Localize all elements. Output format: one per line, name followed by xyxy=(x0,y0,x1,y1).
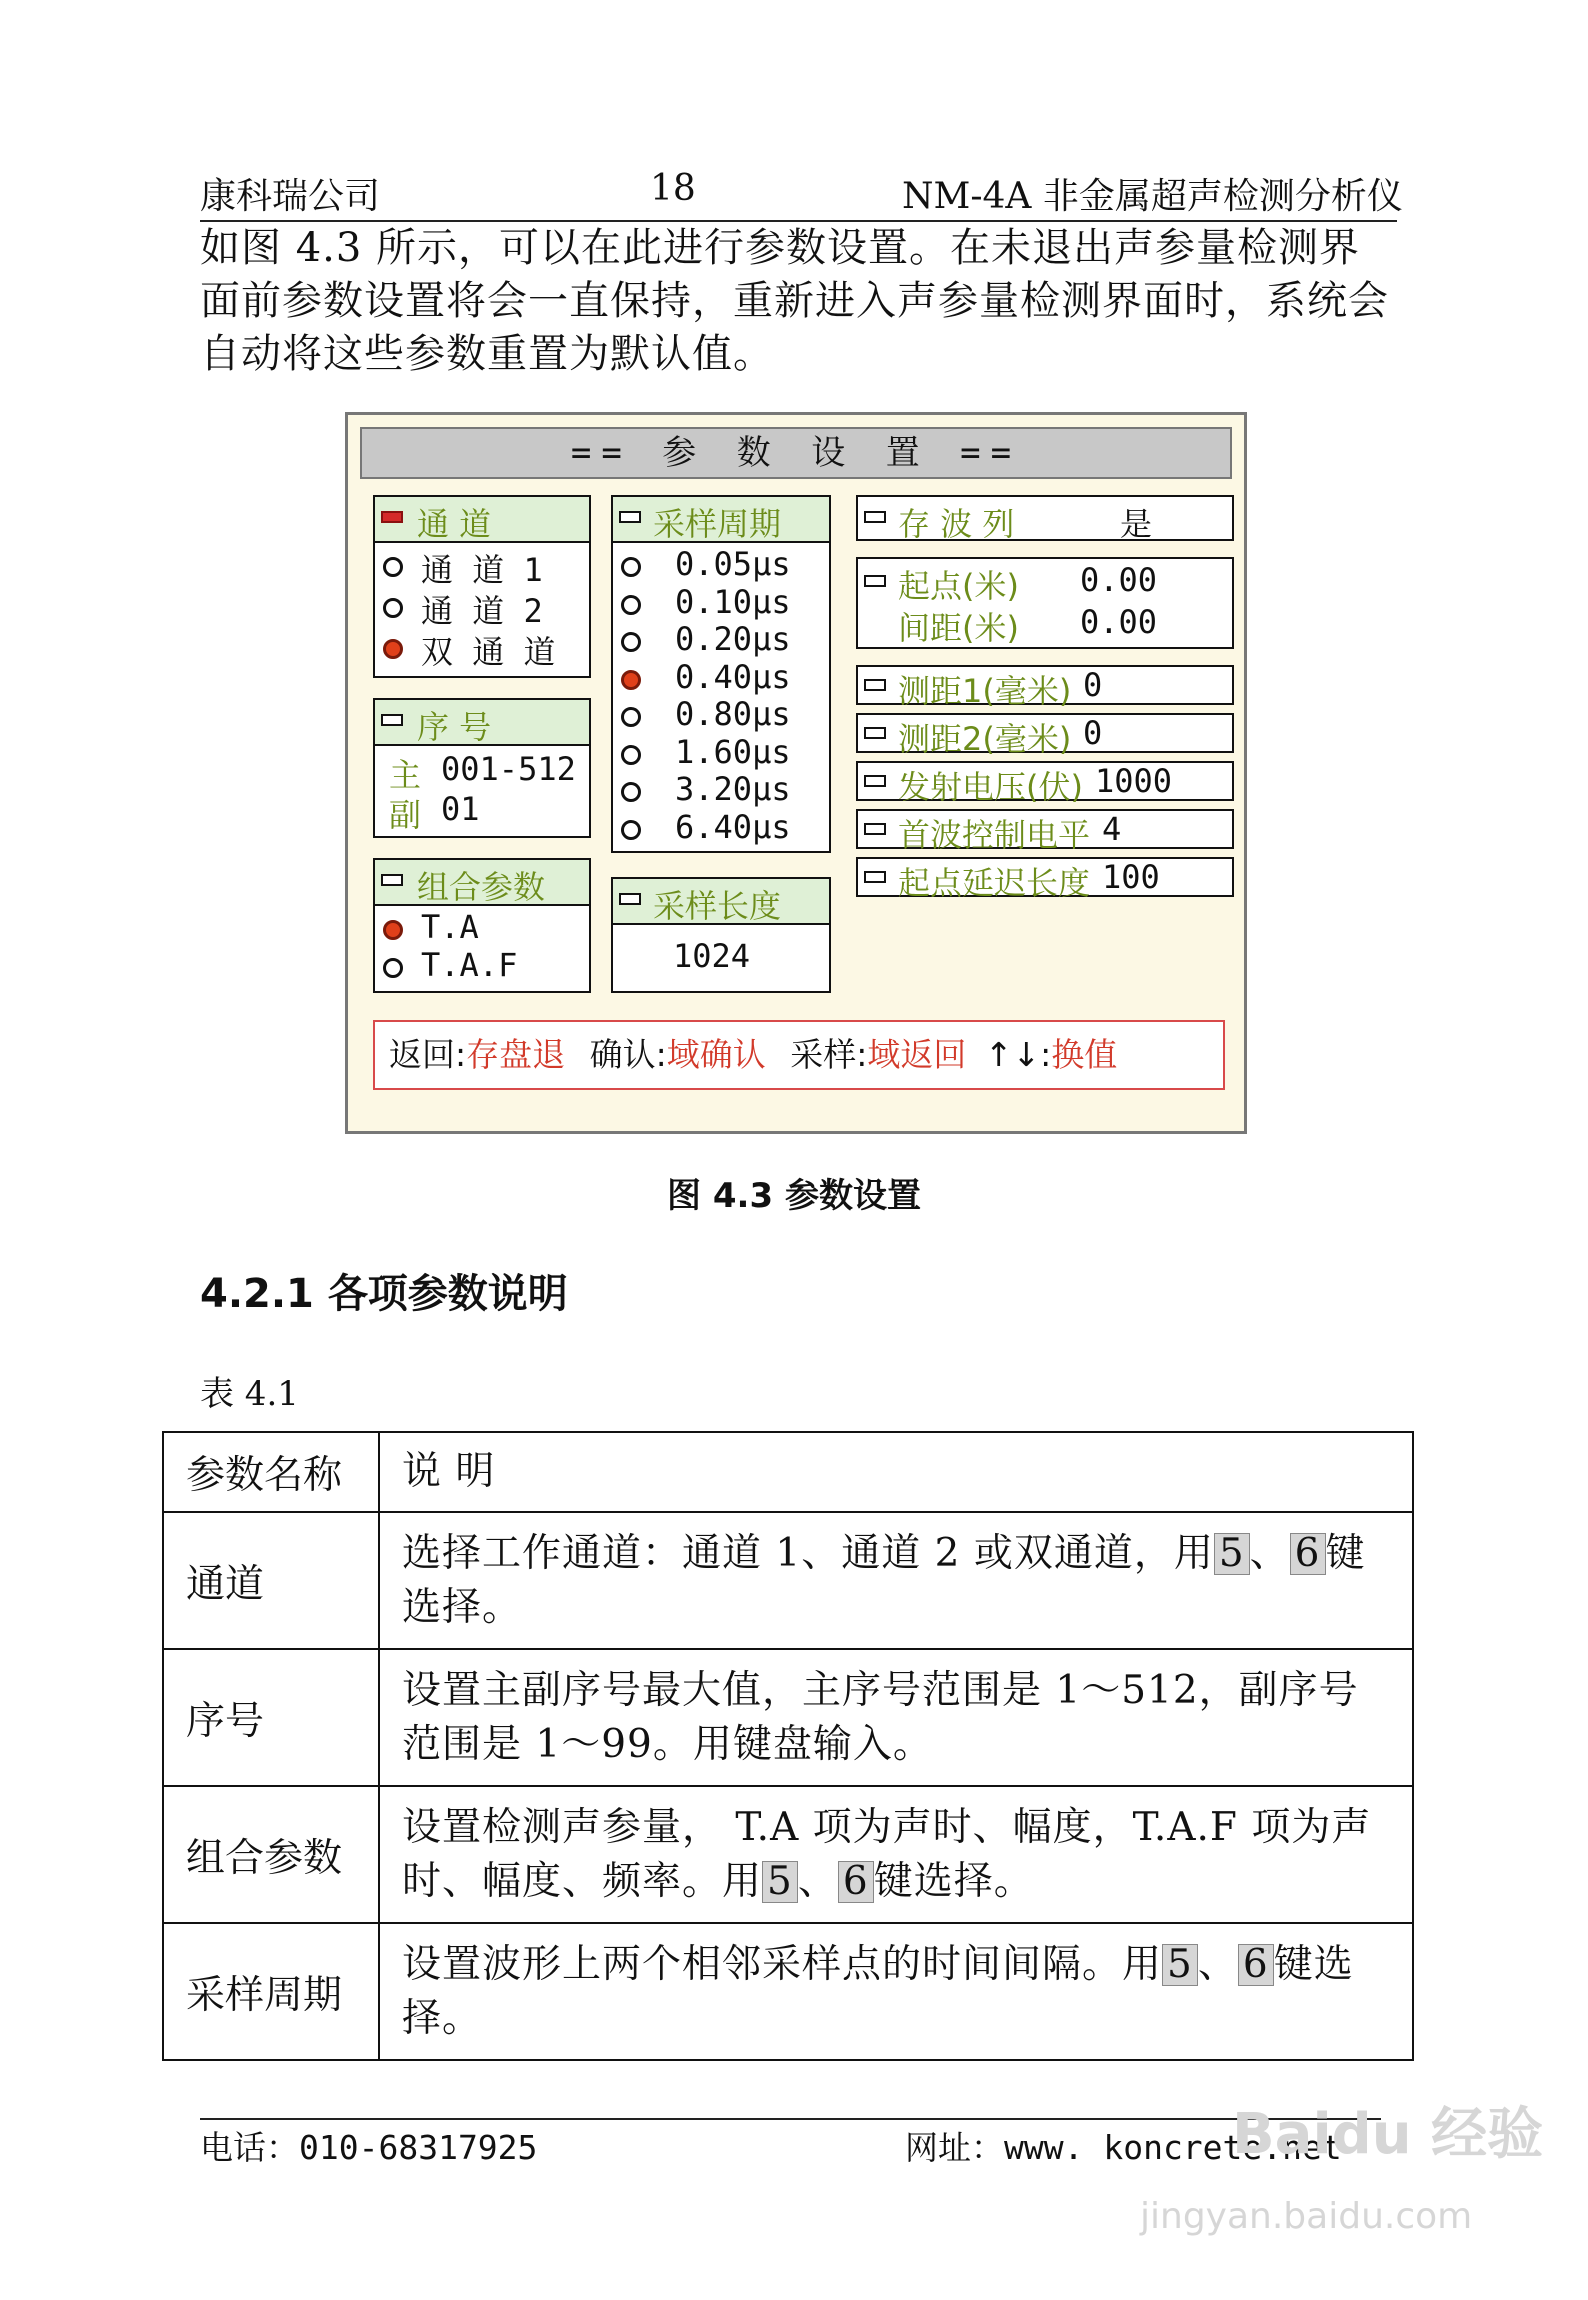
period-option-label: 0.80μs xyxy=(675,695,791,733)
spacing-value: 0.00 xyxy=(1080,603,1158,641)
desc-sep: 、 xyxy=(1197,1941,1238,1987)
distance2-field-value: 0 xyxy=(1083,714,1103,752)
distance1-field[interactable] xyxy=(856,665,1234,710)
field-icon xyxy=(864,679,886,691)
help-value-sample: 域返回 xyxy=(867,1035,967,1074)
desc-text: 键选择。 xyxy=(402,1530,1366,1630)
serial-header-label: 序 号 xyxy=(417,708,492,746)
desc-text: 键选择。 xyxy=(873,1858,1034,1904)
field-icon xyxy=(864,575,886,587)
help-key-confirm: 确认: xyxy=(589,1035,667,1074)
channel-header-label: 通 道 xyxy=(417,505,492,543)
start-delay-field-value: 100 xyxy=(1102,858,1160,896)
save-wave-label: 存 波 列 xyxy=(898,505,1015,543)
table-caption: 表 4.1 xyxy=(200,1374,299,1414)
first-wave-level-field[interactable] xyxy=(856,809,1234,854)
period-option-label: 3.20μs xyxy=(675,770,791,808)
help-value-arrows: 换值 xyxy=(1051,1035,1118,1074)
key-6: 6 xyxy=(1238,1944,1274,1986)
combo-option-label: T.A.F xyxy=(421,946,518,984)
period-option-label: 0.10μs xyxy=(675,582,791,621)
help-key-arrows: ↑↓: xyxy=(984,1035,1052,1074)
desc-text: 选择工作通道：通道 1、通道 2 或双通道，用 xyxy=(402,1530,1214,1576)
key-6: 6 xyxy=(838,1861,874,1903)
field-icon xyxy=(381,874,403,886)
desc-sep: 、 xyxy=(797,1858,838,1904)
footer-rule xyxy=(200,2118,1381,2120)
first-wave-level-field-value: 4 xyxy=(1102,810,1122,848)
start-value: 0.00 xyxy=(1080,561,1158,599)
header-product: NM-4A 非金属超声检测分析仪 xyxy=(902,176,1403,217)
combo-param-box xyxy=(373,858,591,993)
radio-icon xyxy=(621,707,641,727)
watermark-url: jingyan.baidu.com xyxy=(1140,2196,1473,2237)
channel-option-label: 通 道 1 xyxy=(421,551,543,589)
figure-caption: 图 4.3 参数设置 xyxy=(667,1176,921,1216)
radio-selected-icon xyxy=(383,920,403,940)
parameter-table xyxy=(162,1431,1414,2061)
spacing-label: 间距(米) xyxy=(898,609,1019,647)
desc-text: 设置波形上两个相邻采样点的时间间隔。用 xyxy=(402,1941,1163,1987)
key-5: 5 xyxy=(762,1861,798,1903)
period-option-label: 0.40μs xyxy=(675,657,791,696)
start-label: 起点(米) xyxy=(898,567,1019,605)
save-wave-value: 是 xyxy=(1120,505,1153,543)
distance2-field[interactable] xyxy=(856,713,1234,758)
section-title: 4.2.1 各项参数说明 xyxy=(200,1271,568,1317)
parameter-settings-screen xyxy=(345,412,1247,1134)
header-page-number: 18 xyxy=(650,168,696,209)
table-header-row xyxy=(163,1432,1413,1512)
channel-header xyxy=(375,497,589,543)
length-header-label: 采样长度 xyxy=(653,887,782,925)
start-delay-field-label: 起点延迟长度 xyxy=(898,864,1091,902)
desc-text: 设置检测声参量， T.A 项为声时、幅度，T.A.F 项为声时、幅度、频率。用 xyxy=(402,1804,1372,1904)
period-header xyxy=(613,497,829,543)
row-name: 通道 xyxy=(163,1512,379,1649)
help-key-sample: 采样: xyxy=(790,1035,868,1074)
radio-icon xyxy=(383,958,403,978)
desc-sep: 、 xyxy=(1249,1530,1290,1576)
start-delay-field[interactable] xyxy=(856,857,1234,902)
serial-sub-value[interactable]: 01 xyxy=(441,790,480,828)
header-cell-name: 参数名称 xyxy=(163,1432,379,1512)
voltage-field-label: 发射电压(伏) xyxy=(898,768,1083,806)
first-wave-level-field-label: 首波控制电平 xyxy=(898,816,1091,854)
voltage-field-value: 1000 xyxy=(1095,762,1173,800)
screen-title: == 参 数 设 置 == xyxy=(360,427,1232,479)
field-icon xyxy=(619,511,641,523)
serial-header xyxy=(375,700,589,746)
period-header-label: 采样周期 xyxy=(653,505,782,543)
key-5: 5 xyxy=(1162,1944,1198,1986)
help-value-return: 存盘退 xyxy=(466,1035,566,1074)
key-6: 6 xyxy=(1290,1533,1326,1575)
radio-selected-icon xyxy=(621,670,641,690)
row-desc: 设置主副序号最大值，主序号范围是 1～512，副序号范围是 1～99。用键盘输入。 xyxy=(379,1649,1413,1786)
footer-website[interactable]: 网址：www. koncrete.net xyxy=(905,2128,1342,2167)
field-icon xyxy=(619,893,641,905)
key-5: 5 xyxy=(1214,1533,1250,1575)
help-key-return: 返回: xyxy=(389,1035,467,1074)
field-icon xyxy=(864,511,886,523)
field-icon xyxy=(864,727,886,739)
field-icon xyxy=(381,714,403,726)
field-icon xyxy=(864,871,886,883)
radio-icon xyxy=(621,595,641,615)
combo-header xyxy=(375,860,589,906)
sample-length-box xyxy=(611,877,831,993)
period-option-label: 0.20μs xyxy=(675,620,791,658)
table-row xyxy=(163,1786,1413,1923)
radio-icon xyxy=(621,745,641,765)
channel-option-label: 通 道 2 xyxy=(421,592,543,630)
voltage-field[interactable] xyxy=(856,761,1234,806)
serial-main-label: 主 xyxy=(389,756,422,794)
field-icon xyxy=(864,823,886,835)
period-option-label: 6.40μs xyxy=(675,807,791,846)
distance2-field-label: 测距2(毫米) xyxy=(898,720,1072,758)
start-spacing-field[interactable] xyxy=(856,557,1234,649)
radio-icon xyxy=(621,782,641,802)
period-option-label: 1.60μs xyxy=(675,732,791,771)
help-value-confirm: 域确认 xyxy=(666,1035,766,1074)
table-row xyxy=(163,1649,1413,1786)
table-row xyxy=(163,1512,1413,1649)
channel-option-label: 双 通 道 xyxy=(421,633,556,671)
row-desc xyxy=(379,1923,1413,2060)
sample-period-box xyxy=(611,495,831,853)
desc-text: 键选择。 xyxy=(402,1941,1354,2041)
key-help-bar xyxy=(373,1020,1225,1090)
field-icon xyxy=(864,775,886,787)
serial-sub-label: 副 xyxy=(389,796,422,834)
radio-icon xyxy=(383,557,403,577)
combo-option-label: T.A xyxy=(421,908,479,946)
row-name: 序号 xyxy=(163,1649,379,1786)
length-header xyxy=(613,879,829,925)
radio-selected-icon xyxy=(383,639,403,659)
radio-icon xyxy=(621,557,641,577)
serial-main-value[interactable]: 001-512 xyxy=(441,750,576,788)
row-desc xyxy=(379,1512,1413,1649)
distance1-field-label: 测距1(毫米) xyxy=(898,672,1072,710)
field-focus-icon xyxy=(381,511,403,523)
distance1-field-value: 0 xyxy=(1083,666,1103,704)
row-desc xyxy=(379,1786,1413,1923)
footer-phone: 电话：010-68317925 xyxy=(200,2128,538,2167)
watermark-brand: Baidu 经验 xyxy=(1232,2102,1544,2167)
save-wave-field[interactable] xyxy=(856,495,1234,541)
table-row xyxy=(163,1923,1413,2060)
intro-paragraph: 如图 4.3 所示，可以在此进行参数设置。在未退出声参量检测界面前参数设置将会一直保持，重新进入声参量检测界面时，系统会自动将这些参数重置为默认值。 xyxy=(200,225,1389,377)
header-company: 康科瑞公司 xyxy=(200,176,381,217)
radio-icon xyxy=(383,598,403,618)
channel-box xyxy=(373,495,591,678)
radio-icon xyxy=(621,632,641,652)
header-cell-desc: 说 明 xyxy=(379,1432,1413,1512)
row-name: 采样周期 xyxy=(163,1923,379,2060)
combo-header-label: 组合参数 xyxy=(417,868,546,906)
radio-icon xyxy=(621,820,641,840)
serial-box xyxy=(373,698,591,838)
length-value[interactable]: 1024 xyxy=(673,937,751,975)
row-name: 组合参数 xyxy=(163,1786,379,1923)
period-option-label: 0.05μs xyxy=(675,545,791,583)
